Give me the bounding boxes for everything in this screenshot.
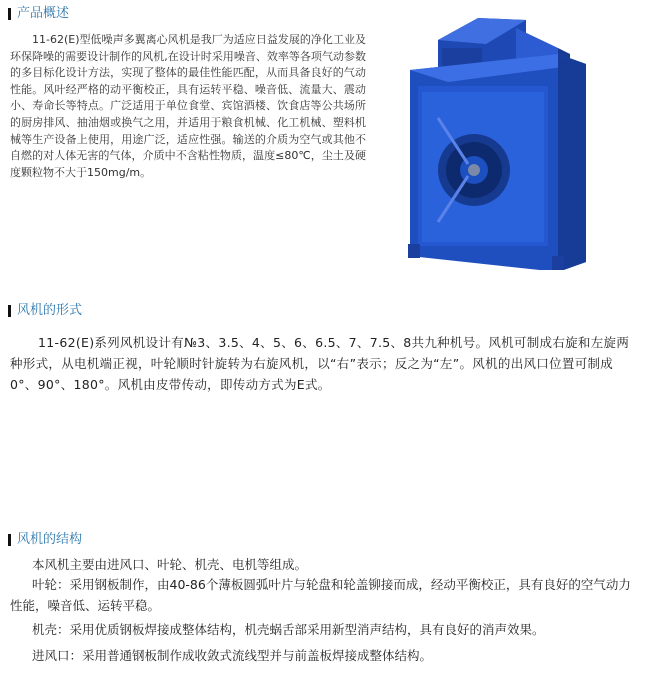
- centrifugal-fan-image: [408, 8, 624, 270]
- section-title-form: 风机的形式: [17, 303, 83, 318]
- overview-paragraph: 11-62(E)型低噪声多翼离心风机是我厂为适应日益发展的净化工业及环保降噪的需要设计制作的风机,在设计时采用噪音、效率等各项气动参数的多目标化设计方法，实现了整体的最佳性能匹配，从而具备良好的气动性能。风叶经严格的动平衡校正，具有运转平稳、噪音低、流量大、震动小、寿命长等特点。广泛适用于单位食堂、宾馆酒楼、饮食店等公共场所的厨房排风、抽油烟或换气之用，并适用于粮食机械、化工机械、塑料机械等生产设备上使用，用途广泛，适应性强。输送的介质为空气或其他不自燃的对人体无害的气体，介质中不含粘性物质，温度≤80℃，尘土及硬度颗粒物不大于150mg/m。: [10, 33, 366, 179]
- section-marker: [8, 8, 11, 20]
- section-header-structure: [8, 532, 82, 548]
- section-marker: [8, 534, 11, 546]
- form-paragraph: 11-62(E)系列风机设计有№3、3.5、4、5、6、6.5、7、7.5、8共九种机号。风机可制成右旋和左旋两种形式，从电机端正视，叶轮顺时针旋转为右旋风机，以“右”表示；反之为“左”。风机的出风口位置可制成0°、90°、180°。风机由皮带传动，即传动方式为E式。: [10, 335, 630, 392]
- section-title-structure: 风机的结构: [17, 532, 83, 547]
- section-header-overview: [8, 6, 69, 22]
- structure-casing: 机壳：采用优质钢板焊接成整体结构，机壳蜗舌部采用新型消声结构，具有良好的消声效果。: [32, 622, 545, 637]
- structure-impeller: 叶轮：采用钢板制作，由40-86个薄板圆弧叶片与轮盘和轮盖铆接而成，经动平衡校正，具有良好的空气动力性能，噪音低、运转平稳。: [10, 577, 631, 613]
- section-title-overview: 产品概述: [17, 6, 70, 21]
- structure-intro: 本风机主要由进风口、叶轮、机壳、电机等组成。: [32, 557, 308, 572]
- section-marker: [8, 305, 11, 317]
- section-header-form: [8, 303, 82, 319]
- structure-inlet: 进风口：采用普通钢板制作成收敛式流线型并与前盖板焊接成整体结构。: [32, 648, 433, 663]
